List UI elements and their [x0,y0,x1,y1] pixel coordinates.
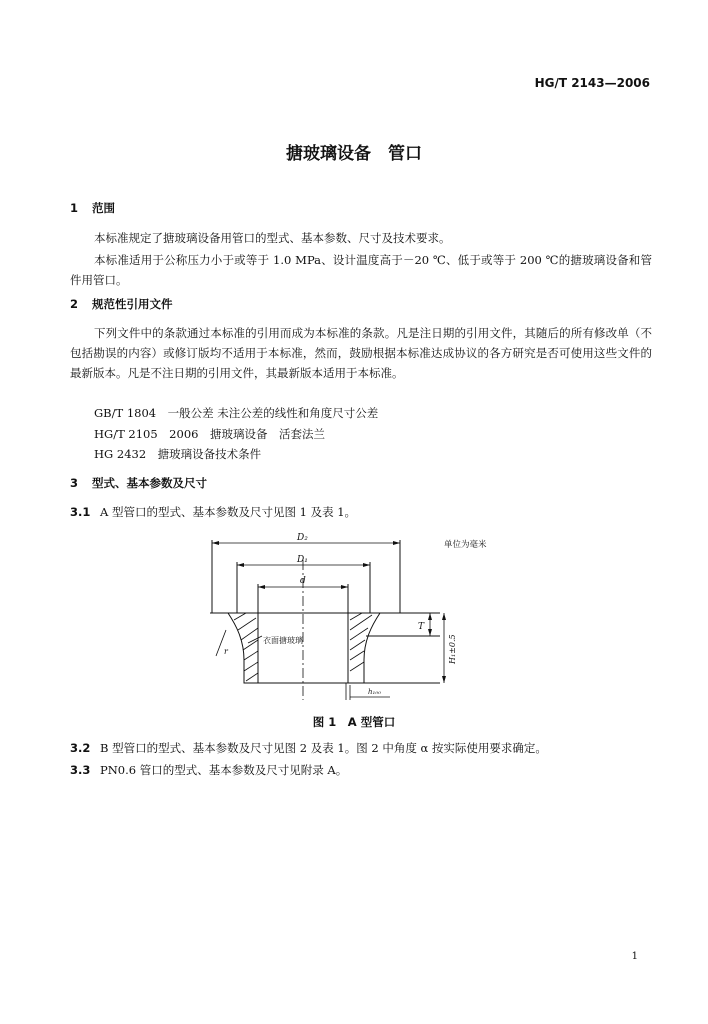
clause-text: A 型管口的型式、基本参数及尺寸见图 1 及表 1。 [100,505,357,519]
clause-3-3 [70,762,347,778]
section-title: 范围 [92,201,115,215]
section-number: 1 [70,201,79,215]
dim-h-label: h₁₀₀ [368,688,381,696]
left-outer-profile [228,613,258,683]
section-1-paragraph-2: 本标准适用于公称压力小于或等于 1.0 MPa、设计温度高于－20 ℃、低于或等于 200 ℃的搪玻璃设备和管件用管口。 [70,253,652,287]
dimension-lines [212,543,444,700]
unit-note: 单位为毫米 [444,540,487,550]
dim-d1-label: D₁ [297,555,308,565]
dim-h1-label: H₁±0.5 [448,634,457,664]
enamel-surface-note: 衣面搪玻璃 [263,636,303,645]
section-2-paragraph: 下列文件中的条款通过本标准的引用而成为本标准的条款。凡是注日期的引用文件，其随后的所有修改单（不包括勘误的内容）或修订版均不适用于本标准，然而，鼓励根据本标准达成协议的各方研究是否可使用这些文件的最新版本。凡是不注日期的引用文件，其最新版本适用于本标准。 [70,326,652,380]
figure-caption: 图 1 A 型管口 [312,715,396,729]
clause-number: 3.2 [70,741,91,755]
reference-item: GB/T 1804 一般公差 未注公差的线性和角度尺寸公差 [94,406,379,420]
clause-number: 3.3 [70,763,91,777]
reference-item: HG 2432 搪玻璃设备技术条件 [94,447,262,461]
section-title: 规范性引用文件 [92,297,173,311]
dim-t-label: T [418,622,425,632]
clause-3-2 [70,740,547,756]
dim-r-label: r [224,647,228,656]
section-number: 3 [70,476,79,490]
document-title: 搪玻璃设备 管口 [286,144,422,164]
clause-text: PN0.6 管口的型式、基本参数及尺寸见附录 A。 [100,763,348,777]
clause-number: 3.1 [70,505,91,519]
dim-d-label: d [300,576,306,586]
section-title: 型式、基本参数及尺寸 [92,476,207,490]
right-hatching [350,613,372,671]
standard-number: HG/T 2143—2006 [534,76,650,90]
section-number: 2 [70,297,79,311]
arrow-heads [212,541,446,683]
left-hatching [234,613,258,681]
section-1-paragraph-1: 本标准规定了搪玻璃设备用管口的型式、基本参数、尺寸及技术要求。 [94,231,451,245]
dim-d2-label: D₂ [297,533,308,543]
reference-item: HG/T 2105 2006 搪玻璃设备 活套法兰 [94,427,325,441]
page-number: 1 [631,951,638,962]
clause-text: B 型管口的型式、基本参数及尺寸见图 2 及表 1。图 2 中角度 α 按实际使用要求确定。 [100,741,547,755]
